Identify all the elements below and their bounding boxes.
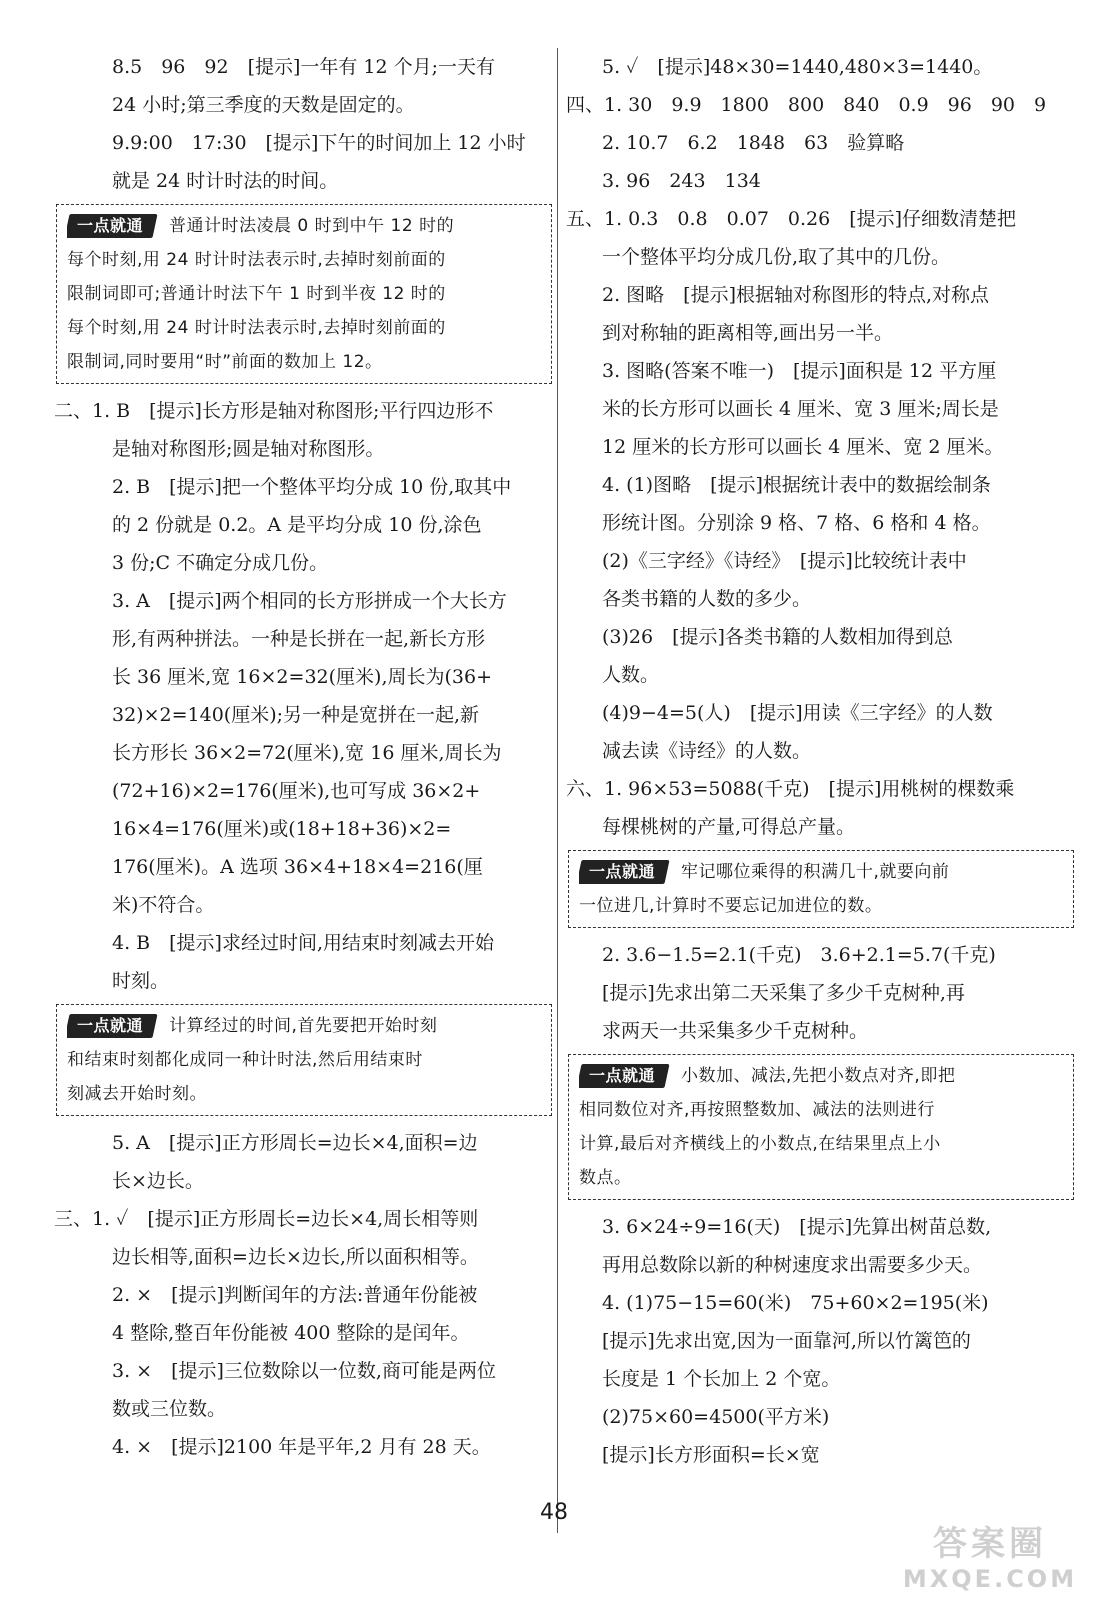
answer-line: 数或三位数。 [112,1398,227,1420]
left-column [54,48,552,1466]
answer-line: (2)75×60=4500(平方米) [602,1406,830,1428]
answer-line: 2. 图略 [提示]根据轴对称图形的特点,对称点 [602,284,990,306]
tip-box-label-text: 一点就通 [589,862,656,881]
tip-box-line: 每个时刻,用 24 时计时法表示时,去掉时刻前面的 [67,318,446,338]
answer-line: 8.5 96 92 [提示]一年有 12 个月;一天有 [112,56,496,78]
tip-box-label-text: 一点就通 [589,1066,656,1085]
answer-line: 人数。 [602,664,660,686]
tip-box-line: 相同数位对齐,再按照整数加、减法的法则进行 [579,1100,935,1120]
tip-box [568,850,1074,928]
answer-line: 9.9:00 17:30 [提示]下午的时间加上 12 小时 [112,132,526,154]
answer-line: 减去读《诗经》的人数。 [602,740,812,762]
tip-box-line: 计算,最后对齐横线上的小数点,在结果里点上小 [579,1134,941,1154]
tip-box-line: 限制词,同时要用“时”前面的数加上 12。 [67,352,383,372]
answer-line: 时刻。 [112,970,170,992]
answer-line: 米)不符合。 [112,894,215,916]
answer-line: 每棵桃树的产量,可得总产量。 [602,816,856,838]
answer-line: (3)26 [提示]各类书籍的人数相加得到总 [602,626,953,648]
right-column [566,48,1074,1474]
tip-box [568,1054,1074,1200]
answer-line: 4. (1)图略 [提示]根据统计表中的数据绘制条 [602,474,991,496]
answer-line: [提示]长方形面积=长×宽 [602,1444,820,1466]
answer-line: 3 份;C 不确定分成几份。 [112,552,329,574]
answer-line: 5. A [提示]正方形周长=边长×4,面积=边 [112,1132,478,1154]
page-number: 48 [540,1500,568,1525]
answer-line: 三、1. ✓ [提示]正方形周长=边长×4,周长相等则 [54,1208,479,1230]
answer-line: 4. × [提示]2100 年是平年,2 月有 28 天。 [112,1436,491,1458]
answer-line: 形,有两种拼法。一种是长拼在一起,新长方形 [112,628,486,650]
answer-line: 4. B [提示]求经过时间,用结束时刻减去开始 [112,932,494,954]
tip-box-line: 数点。 [579,1168,632,1188]
answer-line: 长度是 1 个长加上 2 个宽。 [602,1368,841,1390]
watermark-logo [890,1516,1090,1593]
answer-line: 再用总数除以新的种树速度求出需要多少天。 [602,1254,983,1276]
answer-line: 形统计图。分别涂 9 格、7 格、6 格和 4 格。 [602,512,991,534]
tip-box-label [67,214,158,238]
answer-line: 就是 24 时计时法的时间。 [112,170,339,192]
tip-box-line: 刻减去开始时刻。 [67,1084,207,1104]
tip-box [56,1004,552,1116]
answer-line: 长×边长。 [112,1170,204,1192]
answer-line: 2. × [提示]判断闰年的方法:普通年份能被 [112,1284,478,1306]
tip-box-line: 小数加、减法,先把小数点对齐,即把 [681,1066,956,1086]
answer-line: 到对称轴的距离相等,画出另一半。 [602,322,894,344]
answer-line: 五、1. 0.3 0.8 0.07 0.26 [提示]仔细数清楚把 [566,208,1017,230]
answer-line: 24 小时;第三季度的天数是固定的。 [112,94,415,116]
tip-box-line: 一位进几,计算时不要忘记加进位的数。 [579,896,883,916]
answer-line: 各类书籍的人数的多少。 [602,588,812,610]
tip-box-label-text: 一点就通 [77,1016,144,1035]
answer-line: 边长相等,面积=边长×边长,所以面积相等。 [112,1246,479,1268]
answer-line: 长方形长 36×2=72(厘米),宽 16 厘米,周长为 [112,742,502,764]
answer-line: 3. A [提示]两个相同的长方形拼成一个大长方 [112,590,507,612]
tip-box-line: 和结束时刻都化成同一种计时法,然后用结束时 [67,1050,423,1070]
answer-line: [提示]先求出第二天采集了多少千克树种,再 [602,982,965,1004]
answer-line: 3. 96 243 134 [602,170,761,192]
answer-line: 二、1. B [提示]长方形是轴对称图形;平行四边形不 [54,400,494,422]
tip-box-line: 牢记哪位乘得的积满几十,就要向前 [681,862,950,882]
tip-box-line: 限制词即可;普通计时法下午 1 时到半夜 12 时的 [67,284,446,304]
answer-line: (72+16)×2=176(厘米),也可写成 36×2+ [112,780,481,802]
answer-line: 的 2 份就是 0.2。A 是平均分成 10 份,涂色 [112,514,482,536]
answer-line: 16×4=176(厘米)或(18+18+36)×2= [112,818,452,840]
answer-line: 是轴对称图形;圆是轴对称图形。 [112,438,385,460]
answer-line: 2. B [提示]把一个整体平均分成 10 份,取其中 [112,476,512,498]
answer-line: 12 厘米的长方形可以画长 4 厘米、宽 2 厘米。 [602,436,1004,458]
answer-line: (2)《三字经》《诗经》 [提示]比较统计表中 [602,550,967,572]
column-divider [557,48,558,1533]
tip-box-line: 普通计时法凌晨 0 时到中午 12 时的 [169,216,455,236]
tip-box-label [579,860,670,884]
answer-line: 3. × [提示]三位数除以一位数,商可能是两位 [112,1360,496,1382]
answer-line: 5. ✓ [提示]48×30=1440,480×3=1440。 [602,56,993,78]
answer-line: [提示]先求出宽,因为一面靠河,所以竹篱笆的 [602,1330,971,1352]
answer-line: 2. 3.6−1.5=2.1(千克) 3.6+2.1=5.7(千克) [602,944,996,966]
answer-line: 4 整除,整百年份能被 400 整除的是闰年。 [112,1322,470,1344]
answer-line: 一个整体平均分成几份,取了其中的几份。 [602,246,951,268]
answer-line: 四、1. 30 9.9 1800 800 840 0.9 96 90 9 [566,94,1047,116]
answer-line: 米的长方形可以画长 4 厘米、宽 3 厘米;周长是 [602,398,999,420]
answer-line: 求两天一共采集多少千克树种。 [602,1020,869,1042]
tip-box-line: 计算经过的时间,首先要把开始时刻 [169,1016,438,1036]
watermark-url: MXQE.COM [902,1565,1078,1593]
tip-box [56,204,552,384]
answer-line: 3. 6×24÷9=16(天) [提示]先算出树苗总数, [602,1216,992,1238]
answer-line: (4)9−4=5(人) [提示]用读《三字经》的人数 [602,702,993,724]
tip-box-label [67,1014,158,1038]
tip-box-line: 每个时刻,用 24 时计时法表示时,去掉时刻前面的 [67,250,446,270]
tip-box-label-text: 一点就通 [77,216,144,235]
answer-line: 六、1. 96×53=5088(千克) [提示]用桃树的棵数乘 [566,778,1015,800]
answer-line: 2. 10.7 6.2 1848 63 验算略 [602,132,905,154]
answer-line: 176(厘米)。A 选项 36×4+18×4=216(厘 [112,856,483,878]
answer-line: 4. (1)75−15=60(米) 75+60×2=195(米) [602,1292,989,1314]
tip-box-label [579,1064,670,1088]
answer-line: 32)×2=140(厘米);另一种是宽拼在一起,新 [112,704,480,726]
watermark-title: 答案圈 [933,1524,1047,1564]
answer-line: 3. 图略(答案不唯一) [提示]面积是 12 平方厘 [602,360,997,382]
answer-line: 长 36 厘米,宽 16×2=32(厘米),周长为(36+ [112,666,492,688]
